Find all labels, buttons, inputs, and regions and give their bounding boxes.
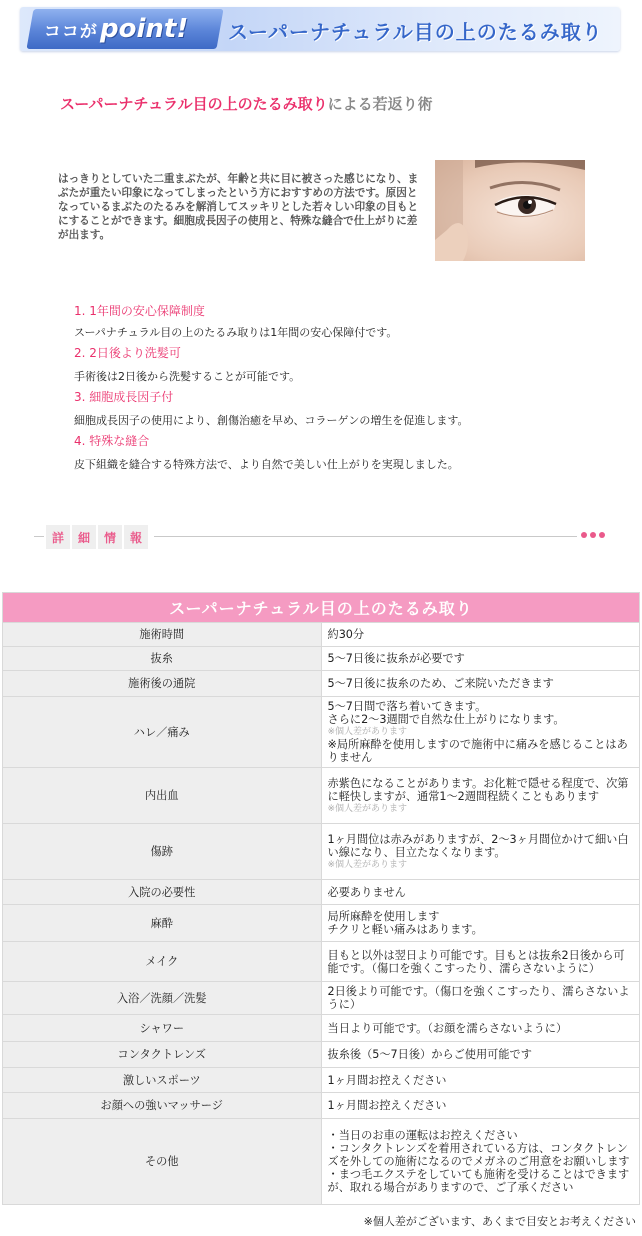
row-value [321, 824, 640, 880]
feature-item [74, 303, 594, 341]
table-row [3, 623, 640, 647]
value-line: 5～7日後に抜糸のため、ご来院いただきます [327, 677, 554, 690]
value-line: 当日より可能です。（お顔を濡らさないように） [327, 1021, 568, 1035]
table-row [3, 671, 640, 697]
feature-desc: 細胞成長因子の使用により、創傷治癒を早め、コラーゲンの増生を促進します。 [74, 414, 469, 427]
row-value [321, 647, 640, 671]
table-row [3, 1119, 640, 1205]
value-line: ・コンタクトレンズを着用されている方は、コンタクトレンズを外しての施術になるのでメガネのご用意をお願いします [327, 1142, 630, 1168]
value-line: 5～7日後に抜糸が必要です [327, 652, 465, 665]
table-row [3, 824, 640, 880]
point-word: point! [100, 14, 189, 44]
detail-tag: 報 [124, 525, 148, 549]
value-line: 1ヶ月間お控えください [327, 1073, 447, 1087]
feature-item [74, 345, 594, 385]
table-row [3, 1015, 640, 1042]
banner-title: スーパーナチュラル目の上のたるみ取り [228, 20, 603, 44]
row-label: 施術後の通院 [3, 671, 322, 697]
row-value [321, 905, 640, 942]
table-row [3, 942, 640, 982]
row-value [321, 768, 640, 824]
eye-photo [435, 160, 585, 261]
feature-title: 1. 1年間の安心保障制度 [74, 304, 205, 318]
row-label: 抜糸 [3, 647, 322, 671]
value-line: 赤紫色になることがあります。お化粧で隠せる程度で、次第に軽快しますが、通常1～2週間程続くこともあります [327, 776, 629, 803]
table-row [3, 880, 640, 905]
dot [599, 532, 605, 538]
feature-list [74, 303, 594, 477]
value-line: ・当日のお車の運転はお控えください [327, 1129, 518, 1142]
detail-tag: 情 [98, 525, 122, 549]
dot [590, 532, 596, 538]
subtitle-rest: による若返り術 [327, 95, 433, 113]
row-value [321, 623, 640, 647]
row-label: コンタクトレンズ [3, 1042, 322, 1068]
feature-title: 2. 2日後より洗髪可 [74, 346, 181, 360]
point-prefix: ココが [44, 21, 98, 42]
row-value [321, 1068, 640, 1093]
value-line: ※局所麻酔を使用しますので施術中に痛みを感じることはありません [327, 738, 628, 764]
table-body [3, 623, 640, 1205]
individual-note: ※個人差があります [327, 859, 408, 870]
value-line: 必要ありません [327, 885, 406, 899]
table-row [3, 697, 640, 768]
value-line: 目もと以外は翌日より可能です。目もとは抜糸2日後から可能です。（傷口を強くこすったり、濡らさないように） [327, 948, 625, 975]
individual-note: ※個人差があります [327, 803, 408, 814]
point-badge [26, 9, 223, 49]
feature-title: 4. 特殊な縫合 [74, 434, 150, 448]
table-title: スーパーナチュラル目の上のたるみ取り [3, 593, 640, 623]
table-row [3, 1068, 640, 1093]
value-line: 5～7日間で落ち着いてきます。 [327, 700, 487, 713]
dot [581, 532, 587, 538]
row-value [321, 1015, 640, 1042]
feature-item [74, 433, 594, 473]
value-line: ・まつ毛エクステをしていても施術を受けることはできますが、取れる場合がありますので、ご了承ください [327, 1168, 630, 1194]
row-label: 傷跡 [3, 824, 322, 880]
row-value [321, 1042, 640, 1068]
row-label: 激しいスポーツ [3, 1068, 322, 1093]
row-label: ハレ／痛み [3, 697, 322, 768]
row-value [321, 1119, 640, 1205]
value-line: 約30分 [327, 628, 365, 641]
point-banner [20, 7, 620, 51]
table-row [3, 905, 640, 942]
value-line: 抜糸後（5～7日後）からご使用可能です [327, 1048, 532, 1061]
row-label: その他 [3, 1119, 322, 1205]
row-value [321, 880, 640, 905]
row-value [321, 671, 640, 697]
row-value [321, 942, 640, 982]
table-row [3, 768, 640, 824]
value-line: 1ヶ月間お控えください [327, 1099, 447, 1112]
section-subtitle [60, 93, 433, 114]
detail-tags [46, 525, 148, 549]
value-line: 2日後より可能です。（傷口を強くこすったり、濡らさないように） [327, 985, 630, 1011]
row-value [321, 982, 640, 1015]
row-label: お顔への強いマッサージ [3, 1093, 322, 1119]
intro-paragraph: はっきりとしていた二重まぶたが、年齢と共に目に被さった感じになり、まぶたが重たい印象になってしまったという方におすすめの方法です。原因となっているまぶたのたるみを解消してスッキリとした若々しい印象の目もとにすることができます。細胞成長因子の使用と、特殊な縫合で仕上がりに差が出ます。 [58, 173, 419, 241]
detail-tag: 細 [72, 525, 96, 549]
table-row [3, 1042, 640, 1068]
row-label: 入浴／洗顔／洗髪 [3, 982, 322, 1015]
value-line: 1ヶ月間位は赤みがありますが、2～3ヶ月間位かけて細い白い線になり、目立たなくなります。 [327, 832, 629, 859]
table-row [3, 982, 640, 1015]
subtitle-accent: スーパーナチュラル目の上のたるみ取り [60, 95, 328, 113]
row-label: メイク [3, 942, 322, 982]
row-label: 施術時間 [3, 623, 322, 647]
row-value [321, 697, 640, 768]
divider [34, 536, 44, 537]
divider [154, 536, 577, 537]
feature-desc: 皮下組織を縫合する特殊方法で、より自然で美しい仕上がりを実現しました。 [74, 458, 459, 471]
row-label: シャワー [3, 1015, 322, 1042]
decor-dots [581, 532, 605, 538]
individual-note: ※個人差があります [327, 727, 408, 737]
detail-table [2, 592, 640, 1205]
value-line: 局所麻酔を使用します [327, 910, 440, 923]
value-line: さらに2～3週間で自然な仕上がりになります。 [327, 713, 565, 726]
table-row [3, 647, 640, 671]
footer-note: ※個人差がございます、あくまで目安とお考えください [363, 1215, 636, 1228]
row-label: 内出血 [3, 768, 322, 824]
feature-title: 3. 細胞成長因子付 [74, 390, 174, 404]
table-row [3, 1093, 640, 1119]
row-value [321, 1093, 640, 1119]
detail-tag: 詳 [46, 525, 70, 549]
feature-desc: 手術後は2日後から洗髪することが可能です。 [74, 370, 301, 383]
detail-info-header [0, 525, 642, 549]
row-label: 入院の必要性 [3, 880, 322, 905]
row-label: 麻酔 [3, 905, 322, 942]
feature-item [74, 389, 594, 429]
feature-desc: スーパナチュラル目の上のたるみ取りは1年間の安心保障付です。 [74, 326, 398, 339]
value-line: チクリと軽い痛みはあります。 [327, 923, 483, 936]
